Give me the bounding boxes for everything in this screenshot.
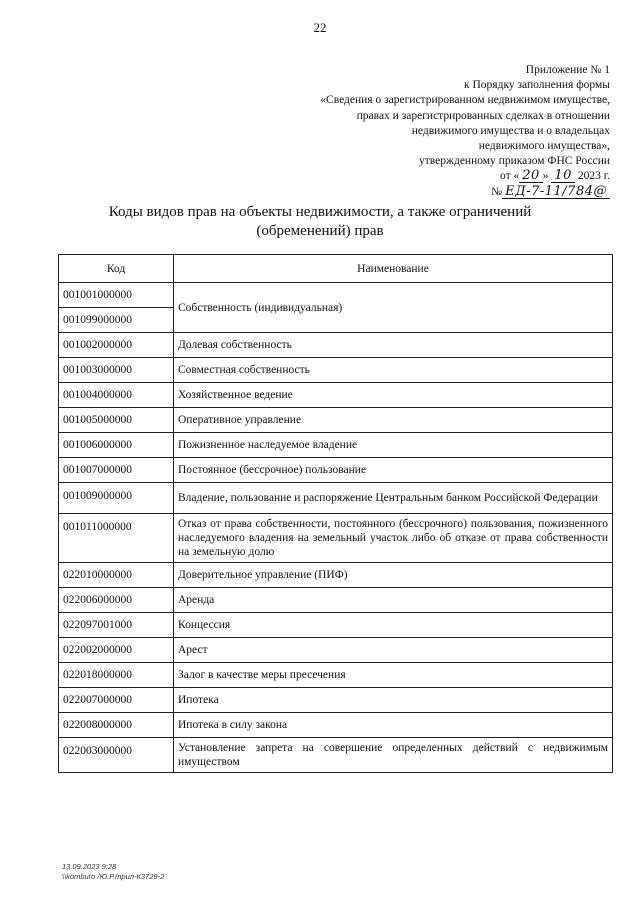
number-value: ЕД-7-11/784@: [502, 185, 610, 199]
date-month: 10: [551, 169, 575, 183]
appendix-line: правах и зарегистрированных сделках в отношении: [356, 109, 610, 122]
date-prefix: от «: [499, 170, 520, 183]
table-row: [59, 713, 613, 738]
document-title: [0, 203, 640, 241]
appendix-line: «Сведения о зарегистрированном недвижимом имуществе,: [320, 94, 610, 107]
table-header-row: [59, 255, 613, 283]
footer-timestamp: 13.09.2023 9:28: [62, 862, 117, 871]
code-cell: 022002000000: [59, 638, 174, 663]
table-row: [59, 383, 613, 408]
code-cell: 001007000000: [59, 458, 174, 483]
table-row: [59, 738, 613, 773]
appendix-line: недвижимого имущества и о владельцах: [411, 124, 610, 137]
page-number: 22: [313, 20, 327, 35]
code-cell: 022003000000: [59, 738, 174, 773]
table-row: [59, 283, 613, 308]
code-cell: 001006000000: [59, 433, 174, 458]
table-row: [59, 688, 613, 713]
name-cell: Отказ от права собственности, постоянного (бессрочного) пользования, пожизненного наследуемого владения на земельный участок либо об отказе от права собственности на земельную долю: [174, 514, 613, 563]
date-year: 2023 г.: [577, 170, 610, 183]
name-cell: Владение, пользование и распоряжение Центральным банком Российской Федерации: [174, 483, 613, 514]
table-row: [59, 588, 613, 613]
order-date: [320, 169, 610, 184]
table-row: [59, 638, 613, 663]
column-header-code: Код: [59, 255, 174, 283]
name-cell: Аренда: [174, 588, 613, 613]
number-prefix: №: [491, 185, 503, 198]
code-cell: 001004000000: [59, 383, 174, 408]
table-row: [59, 433, 613, 458]
code-cell: 022006000000: [59, 588, 174, 613]
appendix-header: [320, 63, 610, 200]
code-cell: 022010000000: [59, 563, 174, 588]
name-cell: Постоянное (бессрочное) пользование: [174, 458, 613, 483]
code-cell: 022097001000: [59, 613, 174, 638]
table-row: [59, 613, 613, 638]
appendix-line: недвижимого имущества»,: [478, 140, 610, 153]
code-cell: 022018000000: [59, 663, 174, 688]
name-cell: Хозяйственное ведение: [174, 383, 613, 408]
name-cell: Совместная собственность: [174, 358, 613, 383]
name-cell: Оперативное управление: [174, 408, 613, 433]
name-cell: Концессия: [174, 613, 613, 638]
code-cell: 001099000000: [59, 308, 174, 333]
code-cell: 001005000000: [59, 408, 174, 433]
table-row: [59, 358, 613, 383]
column-header-name: Наименование: [174, 255, 613, 283]
code-cell: 001002000000: [59, 333, 174, 358]
title-line-2: (обременений) прав: [256, 223, 384, 239]
footer-stamp: [62, 862, 164, 882]
code-cell: 022007000000: [59, 688, 174, 713]
name-cell: Ипотека: [174, 688, 613, 713]
name-cell: Долевая собственность: [174, 333, 613, 358]
appendix-line: утвержденному приказом ФНС России: [419, 155, 610, 168]
name-cell: Ипотека в силу закона: [174, 713, 613, 738]
table-row: [59, 333, 613, 358]
code-cell: 001003000000: [59, 358, 174, 383]
name-cell: Пожизненное наследуемое владение: [174, 433, 613, 458]
appendix-line: Приложение № 1: [525, 64, 610, 76]
table-row: [59, 663, 613, 688]
table-row: [59, 563, 613, 588]
table-row: [59, 458, 613, 483]
table-row: [59, 483, 613, 514]
name-cell: Собственность (индивидуальная): [174, 283, 613, 333]
name-cell: Установление запрета на совершение определенных действий с недвижимым имуществом: [174, 738, 613, 773]
code-cell: 001009000000: [59, 483, 174, 514]
name-cell: Доверительное управление (ПИФ): [174, 563, 613, 588]
name-cell: Залог в качестве меры пресечения: [174, 663, 613, 688]
order-number: [320, 185, 610, 200]
footer-file-path: \\komburo /Ю.Р./прил-К3729-2: [62, 872, 165, 881]
title-line-1: Коды видов прав на объекты недвижимости, а также ограничений: [108, 204, 532, 220]
rights-codes-table: [58, 254, 613, 773]
date-mid: »: [542, 170, 549, 183]
code-cell: 001001000000: [59, 283, 174, 308]
table-row: [59, 514, 613, 563]
table-row: [59, 408, 613, 433]
appendix-line: к Порядку заполнения формы: [464, 79, 610, 92]
code-cell: 001011000000: [59, 514, 174, 563]
date-day: 20: [519, 169, 543, 183]
code-cell: 022008000000: [59, 713, 174, 738]
name-cell: Арест: [174, 638, 613, 663]
